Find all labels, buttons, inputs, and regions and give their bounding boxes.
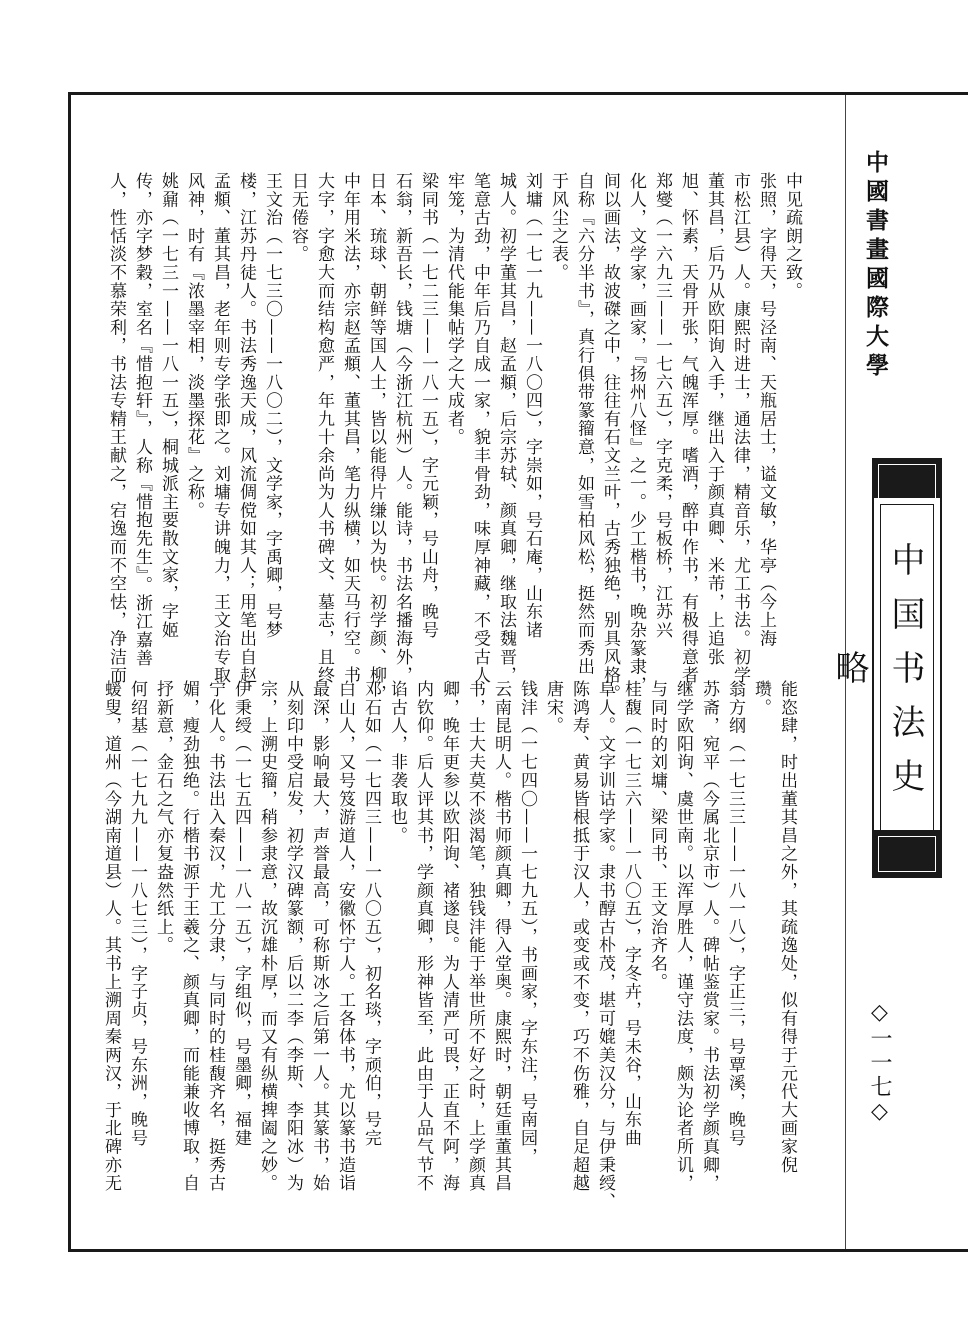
- text-column: 郑燮（一六九三——一七六五），字克柔，号板桥，江苏兴: [652, 172, 672, 640]
- text-column: 城人。初学董其昌，赵孟頫，后宗苏轼、颜真卿，继取法魏晋，: [496, 172, 516, 685]
- lower-text-block: [101, 680, 800, 1211]
- text-column: 瓒。: [751, 680, 771, 717]
- text-column: 日本、琉球、朝鲜等国人士，皆以能得片缣以为快。初学颜、柳，: [366, 172, 386, 703]
- text-column: 桂馥（一七三六——一八〇五），字冬卉，号未谷，山东曲: [621, 680, 641, 1148]
- page-number: ◇一一七◇: [867, 1000, 892, 1126]
- text-column: 孟頫、董其昌，老年则专学张即之。刘墉专讲魄力，王文治专取: [210, 172, 230, 685]
- text-column: 卿，晚年更参以欧阳询、褚遂良。为人清严可畏，正直不阿，海: [439, 680, 459, 1193]
- text-column: 邓石如（一七四三——一八〇五），初名琰，字顽伯，号完: [361, 680, 381, 1148]
- text-column: 传，亦字梦穀，室名『惜抱轩』，人称『惜抱先生』。浙江嘉善: [132, 172, 152, 668]
- text-column: 继学欧阳询、虞世南。以浑厚胜人，谨守法度，颇为论者所讥，: [673, 680, 693, 1193]
- banner-inner-border: [829, 504, 934, 832]
- text-column: 媚，瘦劲独绝。行楷书源于王羲之、颜真卿，而能兼收博取，自: [179, 680, 199, 1193]
- text-column: 姚鼐（一七三一——一八一五），桐城派主要散文家，字姬: [158, 172, 178, 640]
- text-column: 梁同书（一七二三——一八一五），字元颖，号山舟，晚号: [418, 172, 438, 640]
- text-column: 蝯叟，道州（今湖南道县）人。其书上溯周秦两汉，于北碑亦无: [101, 680, 121, 1193]
- text-column: 陈鸿寿、黄易皆根抵于汉人，或变或不变，巧不伤雅，自足超越: [569, 680, 589, 1193]
- text-column: 市松江县）人。康熙时进士，通法律，精音乐，尤工书法。初学: [730, 172, 750, 685]
- text-column: 书，士大夫莫不淡渴笔，独钱沣能于举世所不好之时，上学颜真: [465, 680, 485, 1193]
- text-column: 旭、怀素，天骨开张，气魄浑厚。嗜酒，醉中作书，有极得意者: [678, 172, 698, 685]
- text-column: 张照，字得天，号泾南、天瓶居士，谥文敏，华亭（今上海: [756, 172, 776, 648]
- book-title: 中国书法史略: [829, 542, 925, 812]
- text-column: 白山人，又号笈游道人，安徽怀宁人。工各体书，尤以篆书造诣: [335, 680, 355, 1193]
- text-column: 间以画法，故波磔之中，往往有石文兰叶，古秀独绝，别具风格。: [600, 172, 620, 703]
- text-column: 伊秉绶（一七五四——一八一五），字组似，号墨卿，福建: [231, 680, 251, 1148]
- text-column: 王文治（一七三〇——一八〇二），文学家，字禹卿，号梦: [262, 172, 282, 640]
- upper-text-block: [103, 172, 805, 703]
- text-column: 大字，字愈大而结构愈严，年九十余尚为人书碑文、墓志，且终: [314, 172, 334, 685]
- text-column: 最深，影响最大，声誉最高，可称斯冰之后第一人。其篆书，始: [309, 680, 329, 1193]
- text-column: 化人，文学家，画家，『扬州八怪』之一。少工楷书，晚杂篆隶，: [626, 172, 646, 695]
- text-column: 风神，时有『浓墨宰相，淡墨探花』之称。: [184, 172, 204, 520]
- text-column: 内钦仰。后人评其书，学颜真卿，形神皆至，此由于人品气节不: [413, 680, 433, 1193]
- text-column: 钱沣（一七四〇——一七九五），书画家，字东注，号南园，: [517, 680, 537, 1166]
- text-column: 从刻印中受启发，初学汉碑篆额，后以二李（李斯、李阳冰）为: [283, 680, 303, 1193]
- text-column: 牢笼，为清代能集帖学之大成者。: [444, 172, 464, 447]
- text-column: 楼，江苏丹徒人。书法秀逸天成，风流倜傥如其人；用笔出自赵: [236, 172, 256, 685]
- text-column: 能恣肆，时出董其昌之外，其疏逸处，似有得于元代大画家倪: [777, 680, 797, 1175]
- text-column: 谄古人，非袭取也。: [387, 680, 407, 845]
- text-column: 中见疏朗之致。: [782, 172, 802, 301]
- book-title-banner: [829, 498, 942, 838]
- text-column: 与同时的刘墉、梁同书、王文治齐名。: [647, 680, 667, 992]
- text-column: 翁方纲（一七三三——一八一八），字正三，号覃溪，晚号: [725, 680, 745, 1148]
- text-column: 于风尘之表。: [548, 172, 568, 282]
- text-column: 中年用米法，亦宗赵孟頫、董其昌，笔力纵横，如天马行空。书: [340, 172, 360, 685]
- text-column: 自称『六分半书』，真行俱带篆籀意，如雪柏风松，挺然而秀出: [574, 172, 594, 676]
- text-column: 董其昌，后乃从欧阳询入手，继出入于颜真卿、米芾，上追张: [704, 172, 724, 667]
- text-column: 刘墉（一七一九——一八〇四），字崇如，号石庵，山东诸: [522, 172, 542, 640]
- text-column: 宁化人。书法出入秦汉，尤工分隶，与同时的桂馥齐名，挺秀古: [205, 680, 225, 1193]
- text-column: 日无倦容。: [288, 172, 308, 264]
- text-column: 石翁，新吾长，钱塘（今浙江杭州）人。能诗，书法名播海外，: [392, 172, 412, 685]
- text-column: 苏斋，宛平（今属北京市）人。碑帖鉴赏家。书法初学颜真卿，: [699, 680, 719, 1193]
- text-column: 唐宋。: [543, 680, 563, 735]
- text-column: 宗，上溯史籀，稍参隶意，故沉雄朴厚，而又有纵横捭阖之妙。: [257, 680, 277, 1193]
- publisher-header: 中國書畫國際大學: [862, 150, 889, 382]
- text-column: 笔意古劲，中年后乃自成一家，貌丰骨劲，味厚神藏，不受古人: [470, 172, 490, 685]
- text-column: 阜人。文字训诂学家。隶书醇古朴茂，堪可媲美汉分，与伊秉绶、: [595, 680, 615, 1211]
- text-column: 何绍基（一七九九——一八七三），字子贞，号东洲，晚号: [127, 680, 147, 1148]
- banner-cap-bottom: [872, 830, 942, 878]
- text-column: 抒新意，金石之气亦复盎然纸上。: [153, 680, 173, 955]
- text-column: 人，性恬淡不慕荣利，书法专精王献之，宕逸而不空怯，净洁而: [106, 172, 126, 685]
- text-column: 云南昆明人。楷书师颜真卿，得入堂奥。康熙时，朝廷重董其昌: [491, 680, 511, 1193]
